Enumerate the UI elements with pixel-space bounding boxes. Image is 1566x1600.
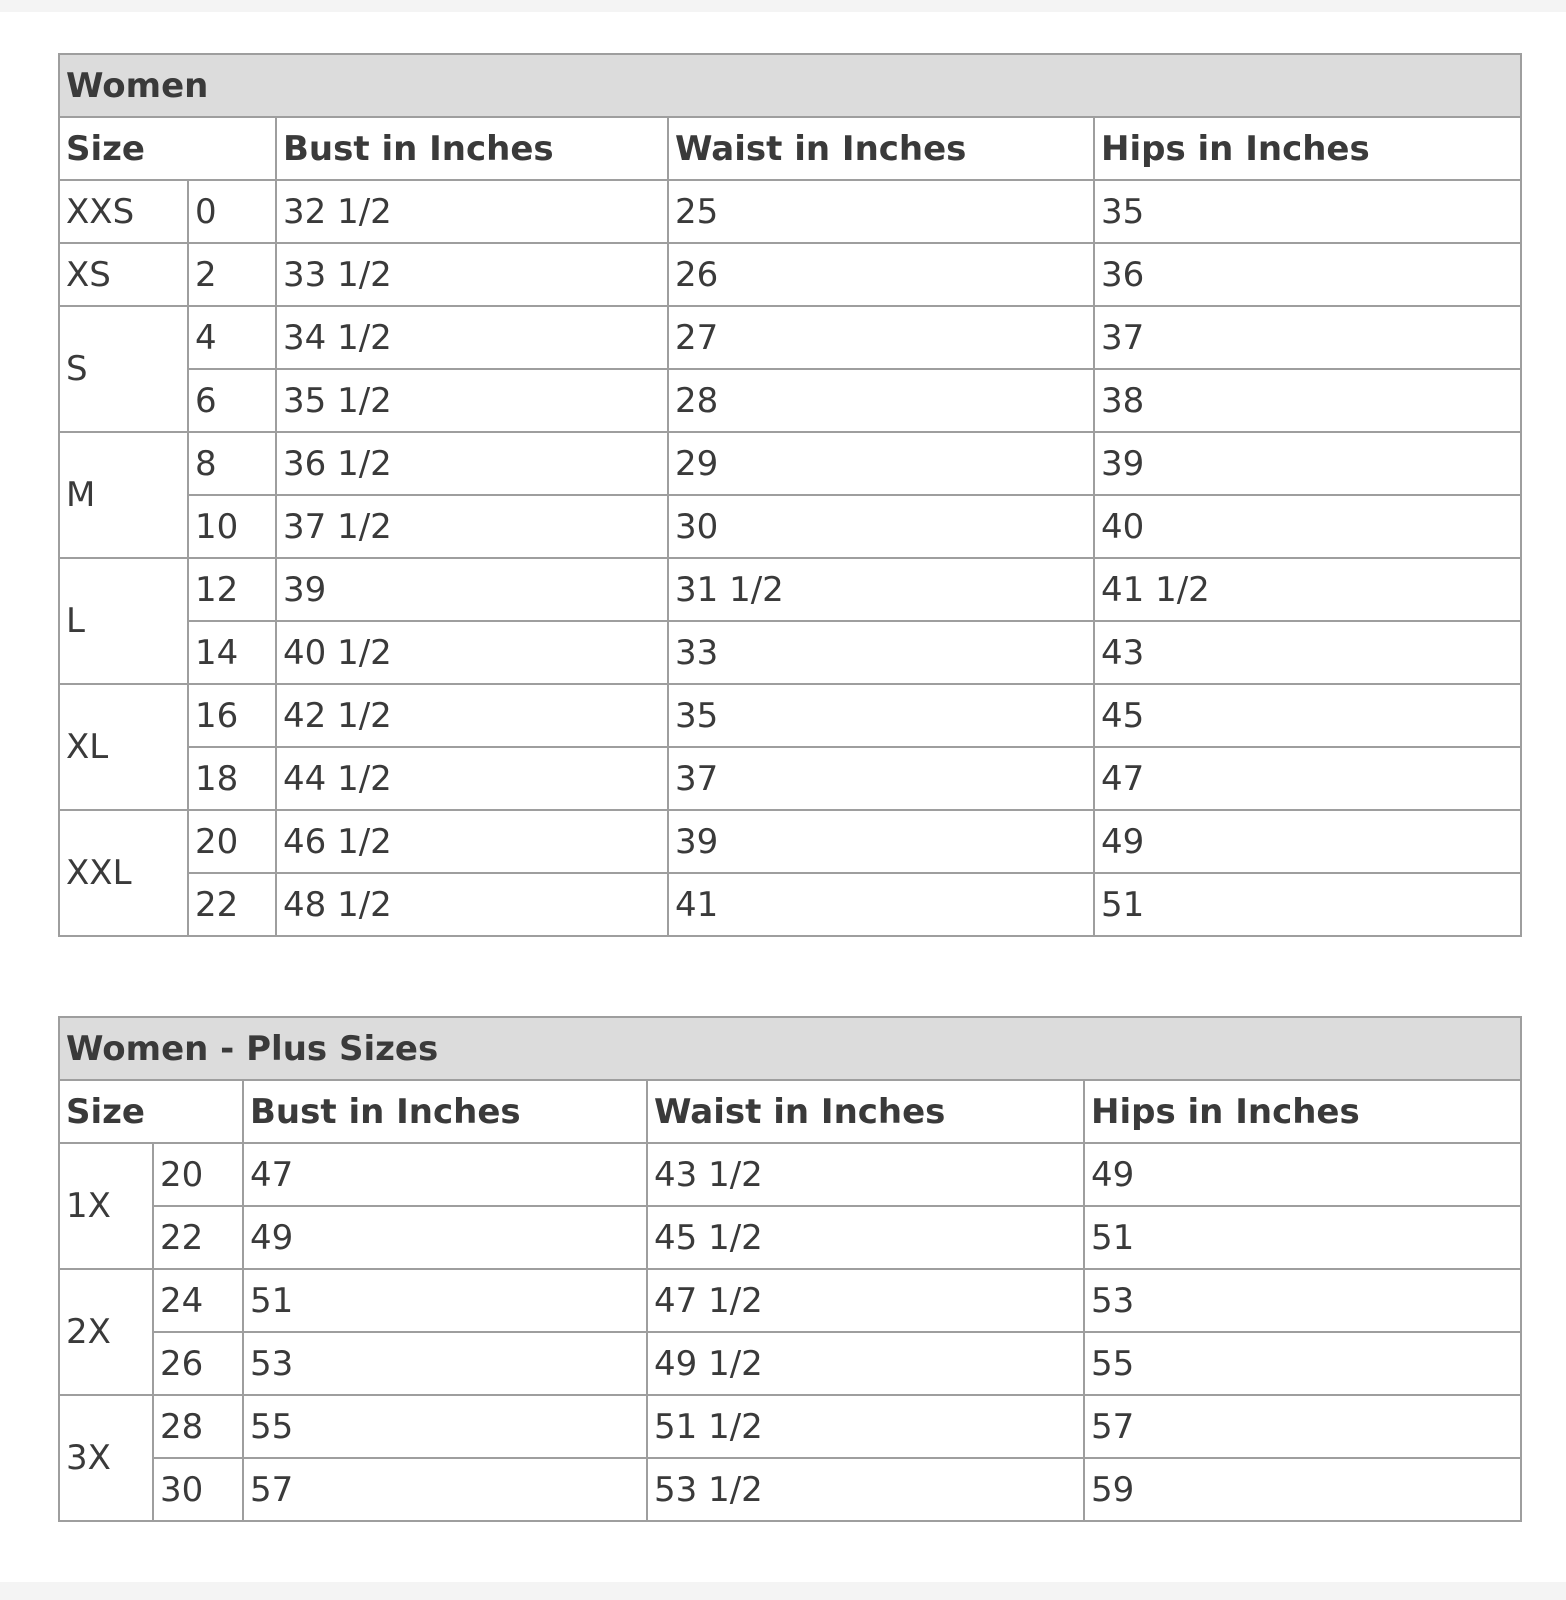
table-title-row: [59, 54, 1521, 117]
table-row: [59, 1395, 1521, 1458]
size-label: L: [59, 558, 188, 684]
table-row: [59, 684, 1521, 747]
hips-value: 55: [1084, 1332, 1521, 1395]
size-label: XS: [59, 243, 188, 306]
waist-value: 25: [668, 180, 1094, 243]
waist-value: 35: [668, 684, 1094, 747]
bust-value: 34 1/2: [276, 306, 668, 369]
hips-value: 37: [1094, 306, 1521, 369]
bust-value: 35 1/2: [276, 369, 668, 432]
table-row: [59, 306, 1521, 369]
table-row: [59, 1458, 1521, 1521]
hips-value: 49: [1084, 1143, 1521, 1206]
bust-value: 46 1/2: [276, 810, 668, 873]
hips-value: 57: [1084, 1395, 1521, 1458]
hips-value: 59: [1084, 1458, 1521, 1521]
waist-value: 31 1/2: [668, 558, 1094, 621]
size-label: 3X: [59, 1395, 153, 1521]
table-header-row: [59, 1080, 1521, 1143]
hips-value: 53: [1084, 1269, 1521, 1332]
waist-value: 28: [668, 369, 1094, 432]
size-number: 16: [188, 684, 276, 747]
table-row: [59, 873, 1521, 936]
size-number: 18: [188, 747, 276, 810]
size-number: 8: [188, 432, 276, 495]
size-number: 22: [188, 873, 276, 936]
size-number: 20: [188, 810, 276, 873]
header-bust: Bust in Inches: [243, 1080, 647, 1143]
size-number: 26: [153, 1332, 243, 1395]
size-number: 6: [188, 369, 276, 432]
table-row: [59, 243, 1521, 306]
table-title-row: [59, 1017, 1521, 1080]
size-number: 24: [153, 1269, 243, 1332]
hips-value: 35: [1094, 180, 1521, 243]
size-label: XL: [59, 684, 188, 810]
waist-value: 47 1/2: [647, 1269, 1084, 1332]
hips-value: 39: [1094, 432, 1521, 495]
size-number: 14: [188, 621, 276, 684]
hips-value: 51: [1084, 1206, 1521, 1269]
table-row: [59, 747, 1521, 810]
size-label: 1X: [59, 1143, 153, 1269]
table-row: [59, 558, 1521, 621]
bust-value: 36 1/2: [276, 432, 668, 495]
header-hips: Hips in Inches: [1084, 1080, 1521, 1143]
table-row: [59, 180, 1521, 243]
hips-value: 36: [1094, 243, 1521, 306]
size-number: 20: [153, 1143, 243, 1206]
bust-value: 37 1/2: [276, 495, 668, 558]
size-label: XXL: [59, 810, 188, 936]
size-number: 0: [188, 180, 276, 243]
size-number: 10: [188, 495, 276, 558]
waist-value: 53 1/2: [647, 1458, 1084, 1521]
bust-value: 49: [243, 1206, 647, 1269]
waist-value: 49 1/2: [647, 1332, 1084, 1395]
size-label: XXS: [59, 180, 188, 243]
table-row: [59, 432, 1521, 495]
hips-value: 51: [1094, 873, 1521, 936]
top-background-strip: [0, 0, 1566, 12]
waist-value: 39: [668, 810, 1094, 873]
table-row: [59, 369, 1521, 432]
table-row: [59, 1206, 1521, 1269]
bust-value: 40 1/2: [276, 621, 668, 684]
bust-value: 57: [243, 1458, 647, 1521]
waist-value: 30: [668, 495, 1094, 558]
size-number: 28: [153, 1395, 243, 1458]
size-number: 22: [153, 1206, 243, 1269]
table-title: Women: [59, 54, 1521, 117]
header-waist: Waist in Inches: [668, 117, 1094, 180]
header-bust: Bust in Inches: [276, 117, 668, 180]
waist-value: 27: [668, 306, 1094, 369]
bust-value: 39: [276, 558, 668, 621]
size-label: 2X: [59, 1269, 153, 1395]
women-size-table: [58, 53, 1522, 937]
table-row: [59, 1143, 1521, 1206]
table-header-row: [59, 117, 1521, 180]
bust-value: 42 1/2: [276, 684, 668, 747]
size-number: 12: [188, 558, 276, 621]
plus-size-table: [58, 1016, 1522, 1522]
waist-value: 37: [668, 747, 1094, 810]
waist-value: 51 1/2: [647, 1395, 1084, 1458]
table-row: [59, 621, 1521, 684]
size-number: 2: [188, 243, 276, 306]
bust-value: 47: [243, 1143, 647, 1206]
table-title: Women - Plus Sizes: [59, 1017, 1521, 1080]
size-number: 30: [153, 1458, 243, 1521]
bottom-background-strip: [0, 1582, 1566, 1600]
bust-value: 32 1/2: [276, 180, 668, 243]
table-row: [59, 1332, 1521, 1395]
waist-value: 33: [668, 621, 1094, 684]
table-row: [59, 810, 1521, 873]
bust-value: 44 1/2: [276, 747, 668, 810]
hips-value: 49: [1094, 810, 1521, 873]
header-size: Size: [59, 1080, 243, 1143]
hips-value: 41 1/2: [1094, 558, 1521, 621]
table-row: [59, 495, 1521, 558]
hips-value: 45: [1094, 684, 1521, 747]
bust-value: 48 1/2: [276, 873, 668, 936]
waist-value: 26: [668, 243, 1094, 306]
header-waist: Waist in Inches: [647, 1080, 1084, 1143]
header-hips: Hips in Inches: [1094, 117, 1521, 180]
size-label: M: [59, 432, 188, 558]
waist-value: 41: [668, 873, 1094, 936]
waist-value: 29: [668, 432, 1094, 495]
hips-value: 43: [1094, 621, 1521, 684]
size-number: 4: [188, 306, 276, 369]
size-label: S: [59, 306, 188, 432]
waist-value: 43 1/2: [647, 1143, 1084, 1206]
bust-value: 55: [243, 1395, 647, 1458]
hips-value: 40: [1094, 495, 1521, 558]
waist-value: 45 1/2: [647, 1206, 1084, 1269]
table-row: [59, 1269, 1521, 1332]
hips-value: 38: [1094, 369, 1521, 432]
bust-value: 33 1/2: [276, 243, 668, 306]
header-size: Size: [59, 117, 276, 180]
bust-value: 51: [243, 1269, 647, 1332]
bust-value: 53: [243, 1332, 647, 1395]
hips-value: 47: [1094, 747, 1521, 810]
